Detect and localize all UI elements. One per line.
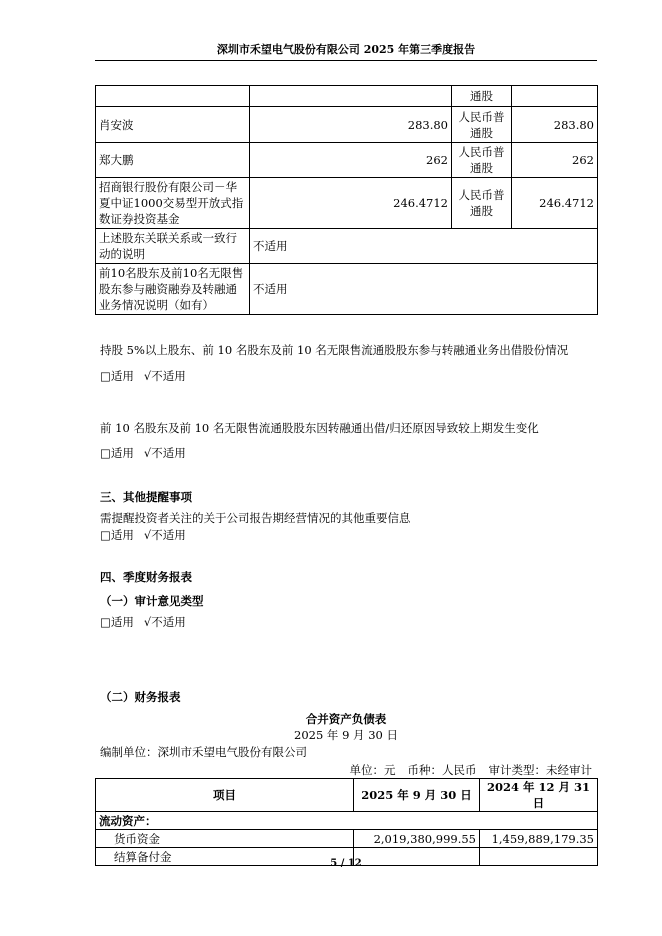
balance-sheet-title: 合并资产负债表 <box>305 712 387 726</box>
shareholder-name <box>96 86 250 107</box>
shareholder-table <box>95 85 598 315</box>
shareholder-name: 肖安波 <box>96 107 250 143</box>
applicable-option[interactable]: □适用 <box>100 446 134 460</box>
note-value: 不适用 <box>250 229 598 264</box>
column-header-item: 项目 <box>96 779 354 812</box>
section-heading-statements: （二）财务报表 <box>100 690 181 704</box>
not-applicable-option[interactable]: √不适用 <box>143 528 186 542</box>
share-type: 通股 <box>452 86 512 107</box>
share-amount <box>512 86 598 107</box>
checkbox-line <box>100 368 186 384</box>
share-type: 人民币普通股 <box>452 143 512 178</box>
balance-sheet-date: 2025 年 9 月 30 日 <box>294 728 398 742</box>
table-row <box>96 178 598 229</box>
header-rule <box>95 60 597 61</box>
lending-change-title: 前 10 名股东及前 10 名无限售流通股股东因转融通出借/归还原因导致较上期发生变化 <box>100 421 539 435</box>
section-heading-other-reminders: 三、其他提醒事项 <box>100 490 192 504</box>
balance-sheet-table <box>95 778 598 866</box>
note-label: 上述股东关联关系或一致行动的说明 <box>96 229 250 264</box>
item-label: 结算备付金 <box>96 848 354 866</box>
balance-sheet-meta <box>95 762 592 778</box>
share-amount: 262 <box>512 143 598 178</box>
applicable-option[interactable]: □适用 <box>100 615 134 629</box>
checkbox-line <box>100 445 186 461</box>
table-row <box>96 107 598 143</box>
not-applicable-option[interactable]: √不适用 <box>143 446 186 460</box>
table-row <box>96 86 598 107</box>
share-amount: 283.80 <box>512 107 598 143</box>
note-value: 不适用 <box>250 264 598 315</box>
balance-sheet-preparer: 编制单位：深圳市禾望电气股份有限公司 <box>100 745 307 759</box>
share-amount: 283.80 <box>250 107 452 143</box>
not-applicable-option[interactable]: √不适用 <box>143 369 186 383</box>
shareholder-name: 招商银行股份有限公司－华夏中证1000交易型开放式指数证券投资基金 <box>96 178 250 229</box>
audit-type-label: 审计类型：未经审计 <box>488 763 592 777</box>
column-header-prior: 2024 年 12 月 31 日 <box>480 779 598 812</box>
column-header-current: 2025 年 9 月 30 日 <box>354 779 480 812</box>
share-amount: 246.4712 <box>250 178 452 229</box>
checkbox-line <box>100 614 186 630</box>
current-value: 2,019,380,999.55 <box>354 830 480 848</box>
share-amount: 246.4712 <box>512 178 598 229</box>
item-label: 货币资金 <box>96 830 354 848</box>
not-applicable-option[interactable]: √不适用 <box>143 615 186 629</box>
table-row <box>96 229 598 264</box>
section-heading-quarterly: 四、季度财务报表 <box>100 570 192 584</box>
page-header: 深圳市禾望电气股份有限公司 2025 年第三季度报告 <box>216 43 476 56</box>
other-reminders-text: 需提醒投资者关注的关于公司报告期经营情况的其他重要信息 <box>100 511 411 525</box>
table-row <box>96 143 598 178</box>
unit-label: 单位：元 <box>349 763 396 777</box>
section-label: 流动资产： <box>96 812 598 830</box>
applicable-option[interactable]: □适用 <box>100 528 134 542</box>
checkbox-line <box>100 527 186 543</box>
note-label: 前10名股东及前10名无限售股东参与融资融券及转融通业务情况说明（如有） <box>96 264 250 315</box>
applicable-option[interactable]: □适用 <box>100 369 134 383</box>
prior-value: 1,459,889,179.35 <box>480 830 598 848</box>
share-amount: 262 <box>250 143 452 178</box>
table-header-row <box>96 779 598 812</box>
shareholder-name: 郑大鹏 <box>96 143 250 178</box>
share-type: 人民币普通股 <box>452 107 512 143</box>
table-row <box>96 830 598 848</box>
lending-title: 持股 5%以上股东、前 10 名股东及前 10 名无限售流通股股东参与转融通业务出借股份情况 <box>100 343 569 357</box>
share-amount <box>250 86 452 107</box>
table-row <box>96 264 598 315</box>
share-type: 人民币普通股 <box>452 178 512 229</box>
table-section-row <box>96 812 598 830</box>
section-heading-audit: （一）审计意见类型 <box>100 594 204 608</box>
currency-label: 币种：人民币 <box>407 763 477 777</box>
page-number: 5 / 12 <box>330 858 362 869</box>
